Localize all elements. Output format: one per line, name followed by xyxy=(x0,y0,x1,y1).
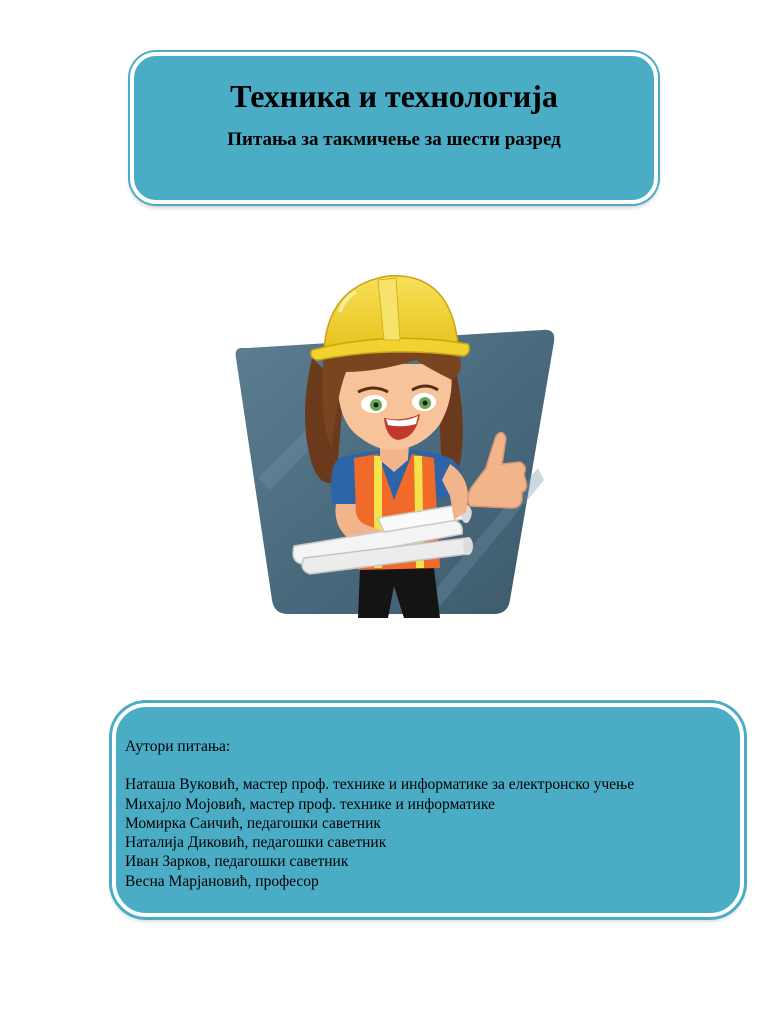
author-line: Наташа Вуковић, мастер проф. технике и информатике за електронско учење xyxy=(125,776,635,794)
author-line: Момирка Саичић, педагошки саветник xyxy=(125,814,381,832)
document-subtitle: Питања за такмичење за шести разред xyxy=(227,129,561,150)
authors-heading: Аутори питања: xyxy=(125,738,231,755)
author-line: Весна Марјановић, професор xyxy=(125,872,319,890)
author-line: Иван Зарков, педагошки саветник xyxy=(125,853,349,871)
title-box xyxy=(130,52,658,204)
authors-box xyxy=(112,703,744,917)
author-line: Михајло Мојовић, мастер проф. технике и информатике xyxy=(125,795,495,813)
author-line: Наталија Диковић, педагошки саветник xyxy=(125,834,387,852)
document-title: Техника и технологија xyxy=(230,78,558,114)
construction-worker-woman-icon xyxy=(228,268,558,620)
